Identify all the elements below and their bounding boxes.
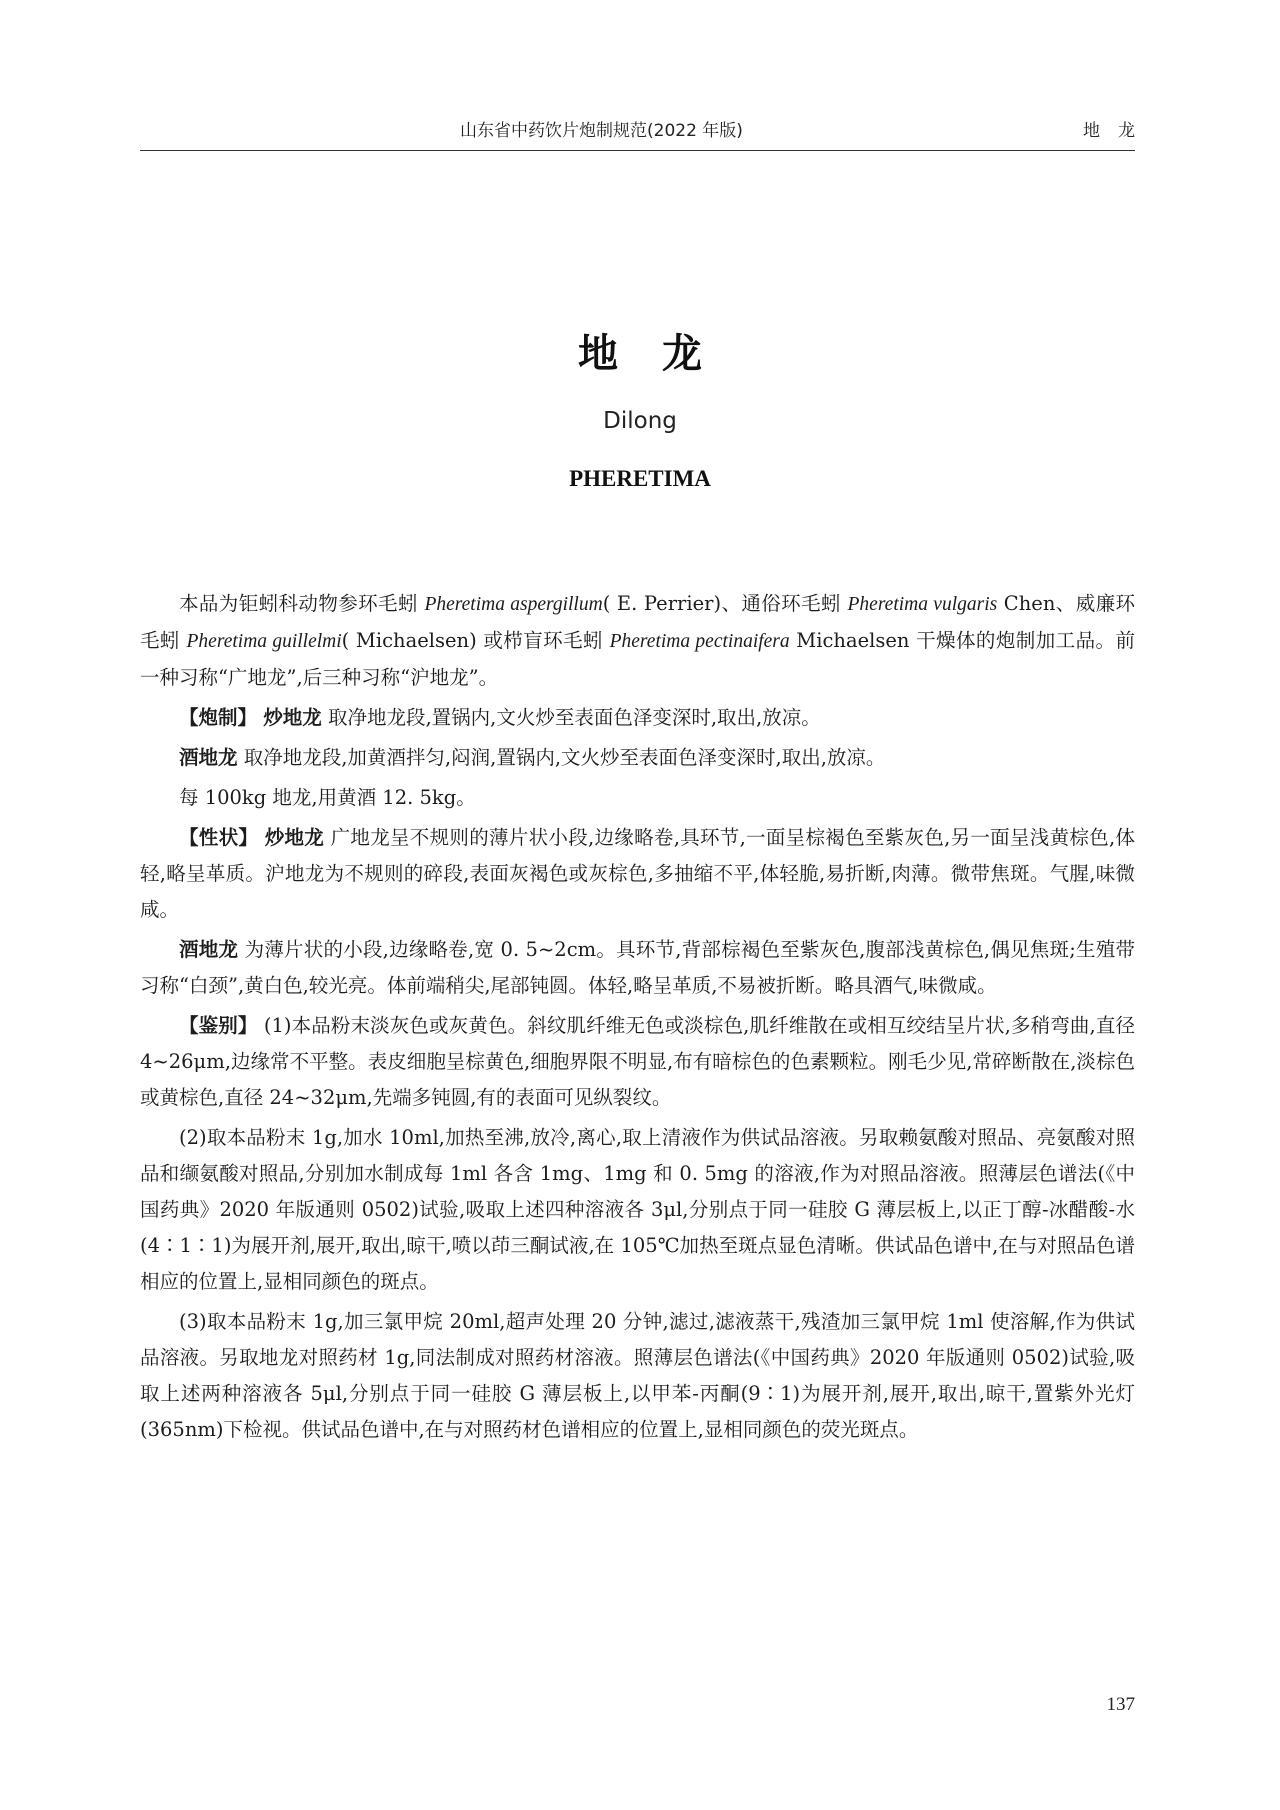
intro-text: Chen、威廉环毛蚓 (140, 592, 1135, 652)
header-rule (140, 150, 1135, 151)
species-name: Pheretima vulgaris (847, 594, 998, 615)
processing-paragraph (140, 700, 1135, 736)
processing-dosage: 每 100kg 地龙,用黄酒 12. 5kg。 (179, 786, 476, 809)
species-name: Pheretima pectinaifera (609, 631, 790, 652)
monograph-title-latin: PHERETIMA (569, 466, 711, 491)
processing-item-name: 炒地龙 (263, 706, 322, 729)
identification-label: 【鉴别】 (179, 1014, 258, 1037)
characters-item-name: 酒地龙 (179, 938, 239, 961)
identification-paragraph: (3)取本品粉末 1g,加三氯甲烷 20ml,超声处理 20 分钟,滤过,滤液蒸干,残渣加三氯甲烷 1ml 使溶解,作为供试品溶液。另取地龙对照药材 1g,同法制成对照药材溶液。照薄层色谱法(《中国药典》2020 年版通则 0502)试验,吸取上述两种溶液各 5μl,分别点于同一硅胶 G 薄层板上,以甲苯-丙酮(9∶1)为展开剂,展开,取出,晾干,置紫外光灯(365nm)下检视。供试品色谱中,在与对照药材色谱相应的位置上,显相同颜色的荧光斑点。 (140, 1310, 1135, 1441)
running-entry-title: 地龙 (1083, 121, 1153, 141)
characters-paragraph (140, 820, 1135, 928)
page-number: 137 (1106, 1694, 1135, 1715)
characters-label: 【性状】 (179, 826, 259, 849)
characters-item-name: 炒地龙 (264, 826, 325, 849)
monograph-title-pinyin: Dilong (603, 408, 677, 434)
identification-text: (1)本品粉末淡灰色或灰黄色。斜纹肌纤维无色或淡棕色,肌纤维散在或相互绞结呈片状,多稍弯曲,直径 4~26μm,边缘常不平整。表皮细胞呈棕黄色,细胞界限不明显,布有暗棕色的色素颗粒。刚毛少见,常碎断散在,淡棕色或黄棕色,直径 24~32μm,先端多钝圆,有的表面可见纵裂纹。 (140, 1014, 1135, 1109)
processing-item-text: 取净地龙段,加黄酒拌匀,闷润,置锅内,文火炒至表面色泽变深时,取出,放凉。 (243, 746, 886, 769)
identification-paragraph (140, 1008, 1135, 1116)
characters-paragraph (140, 932, 1135, 1004)
intro-text: 本品为钜蚓科动物参环毛蚓 (179, 592, 425, 615)
species-name: Pheretima guillelmi (186, 631, 342, 652)
species-name: Pheretima aspergillum (424, 594, 603, 615)
characters-item-text: 广地龙呈不规则的薄片状小段,边缘略卷,具环节,一面呈棕褐色至紫灰色,另一面呈浅黄棕色,体轻,略呈革质。沪地龙为不规则的碎段,表面灰褐色或灰棕色,多抽缩不平,体轻脆,易折断,肉薄。微带焦斑。气腥,味微咸。 (140, 826, 1135, 921)
intro-paragraph (140, 586, 1135, 696)
intro-text: ( Michaelsen) 或栉盲环毛蚓 (341, 629, 610, 652)
processing-item-text: 取净地龙段,置锅内,文火炒至表面色泽变深时,取出,放凉。 (327, 706, 821, 729)
monograph-title-chinese: 地龙 (578, 331, 746, 377)
book-title: 山东省中药饮片炮制规范(2022 年版) (460, 121, 743, 141)
intro-text: ( E. Perrier)、通俗环毛蚓 (602, 592, 848, 615)
characters-item-text: 为薄片状的小段,边缘略卷,宽 0. 5~2cm。具环节,背部棕褐色至紫灰色,腹部浅黄棕色,偶见焦斑;生殖带习称“白颈”,黄白色,较光亮。体前端稍尖,尾部钝圆。体轻,略呈革质,不易被折断。略具酒气,味微咸。 (140, 938, 1135, 997)
processing-paragraph (140, 740, 1135, 776)
intro-text: Michaelsen 干燥体的炮制加工品。前一种习称“广地龙”,后三种习称“沪地龙”。 (140, 629, 1135, 689)
processing-label: 【炮制】 (179, 706, 258, 729)
running-header (140, 116, 1153, 146)
identification-paragraph: (2)取本品粉末 1g,加水 10ml,加热至沸,放冷,离心,取上清液作为供试品溶液。另取赖氨酸对照品、亮氨酸对照品和缬氨酸对照品,分别加水制成每 1ml 各含 1mg、1mg 和 0. 5mg 的溶液,作为对照品溶液。照薄层色谱法(《中国药典》2020 年版通则 0502)试验,吸取上述四种溶液各 3μl,分别点于同一硅胶 G 薄层板上,以正丁醇-冰醋酸-水(4∶1∶1)为展开剂,展开,取出,晾干,喷以茚三酮试液,在 105℃加热至斑点显色清晰。供试品色谱中,在与对照品色谱相应的位置上,显相同颜色的斑点。 (140, 1126, 1135, 1293)
monograph-body (140, 586, 1135, 1452)
processing-item-name: 酒地龙 (179, 746, 238, 769)
